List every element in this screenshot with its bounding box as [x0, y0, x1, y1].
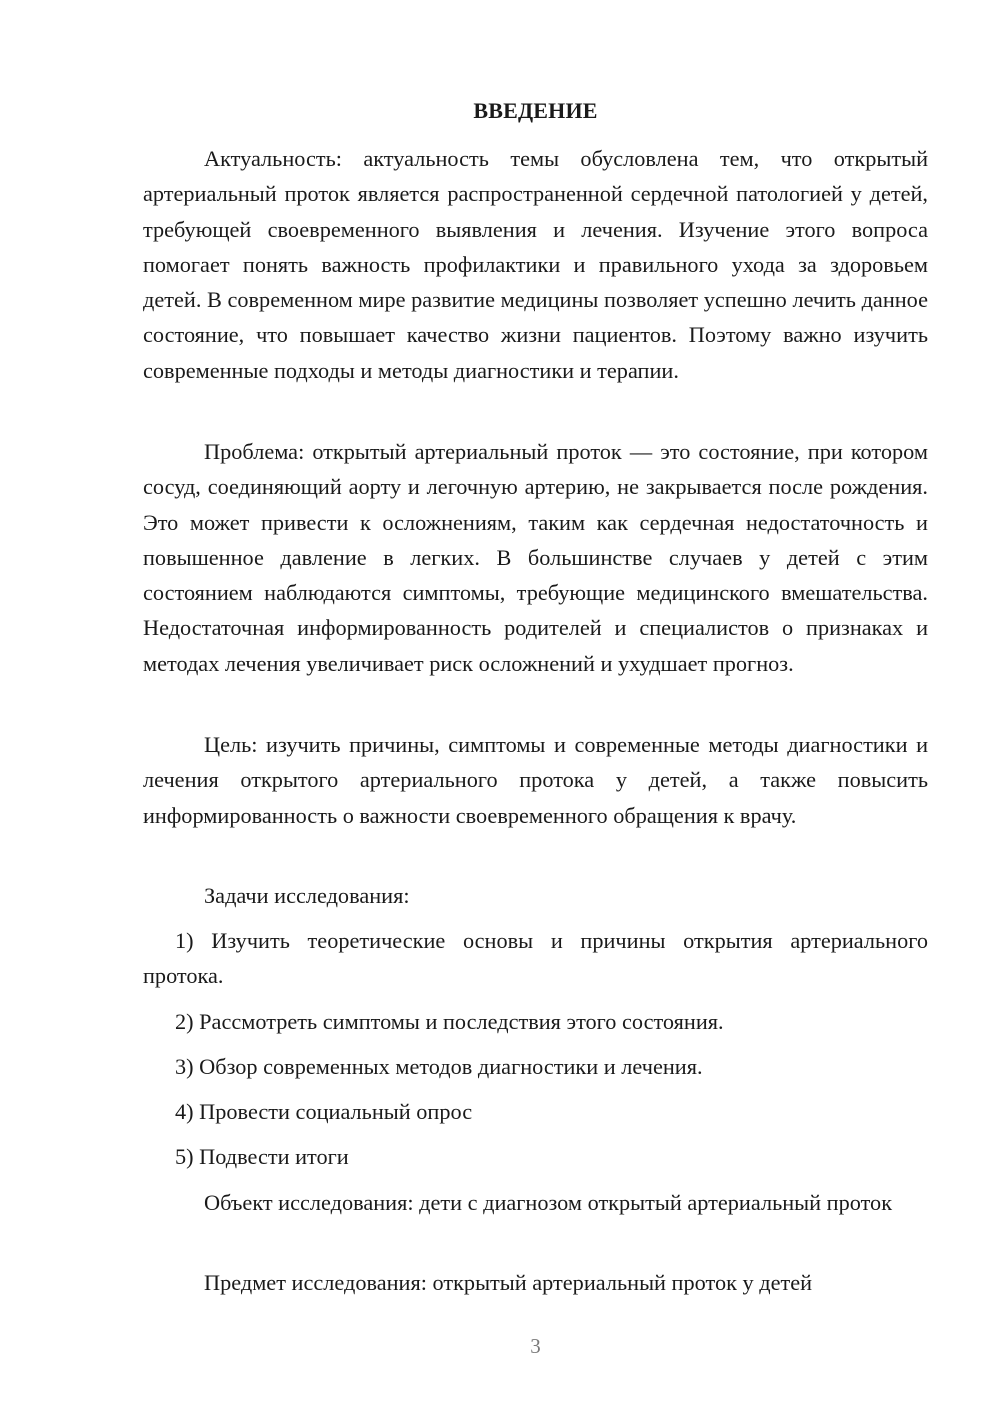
task-item: 3) Обзор современных методов диагностики и лечения. — [175, 1054, 703, 1079]
section-title: ВВЕДЕНИЕ — [473, 98, 598, 123]
relevance-paragraph: Актуальность: актуальность темы обусловлена тем, что открытый артериальный проток является распространенной сердечной патологией у детей, требующей своевременного выявления и лечения. Изучение этого вопроса помогает понять важность профилактики и правильного ухода за здоровьем детей. В современном мире развитие медицины позволяет успешно лечить данное состояние, что повышает качество жизни пациентов. Поэтому важно изучить современные подходы и методы диагностики и терапии. — [143, 146, 928, 383]
task-item: 1) Изучить теоретические основы и причины открытия артериального протока. — [143, 928, 928, 989]
goal-paragraph: Цель: изучить причины, симптомы и современные методы диагностики и лечения открытого артериального протока у детей, а также повысить информированность о важности своевременного обращения к врачу. — [143, 732, 928, 828]
object-paragraph: Объект исследования: дети с диагнозом открытый артериальный проток — [204, 1190, 893, 1215]
tasks-heading: Задачи исследования: — [204, 883, 410, 908]
task-item: 4) Провести социальный опрос — [175, 1099, 473, 1124]
page-number: 3 — [530, 1334, 541, 1358]
task-item: 2) Рассмотреть симптомы и последствия этого состояния. — [175, 1009, 724, 1034]
subject-paragraph: Предмет исследования: открытый артериальный проток у детей — [204, 1270, 813, 1295]
task-item: 5) Подвести итоги — [175, 1144, 349, 1169]
problem-paragraph: Проблема: открытый артериальный проток — это состояние, при котором сосуд, соединяющий аорту и легочную артерию, не закрывается после рождения. Это может привести к осложнениям, таким как сердечная недостаточность и повышенное давление в легких. В большинстве случаев у детей с этим состоянием наблюдаются симптомы, требующие медицинского вмешательства. Недостаточная информированность родителей и специалистов о признаках и методах лечения увеличивает риск осложнений и ухудшает прогноз. — [143, 439, 928, 676]
